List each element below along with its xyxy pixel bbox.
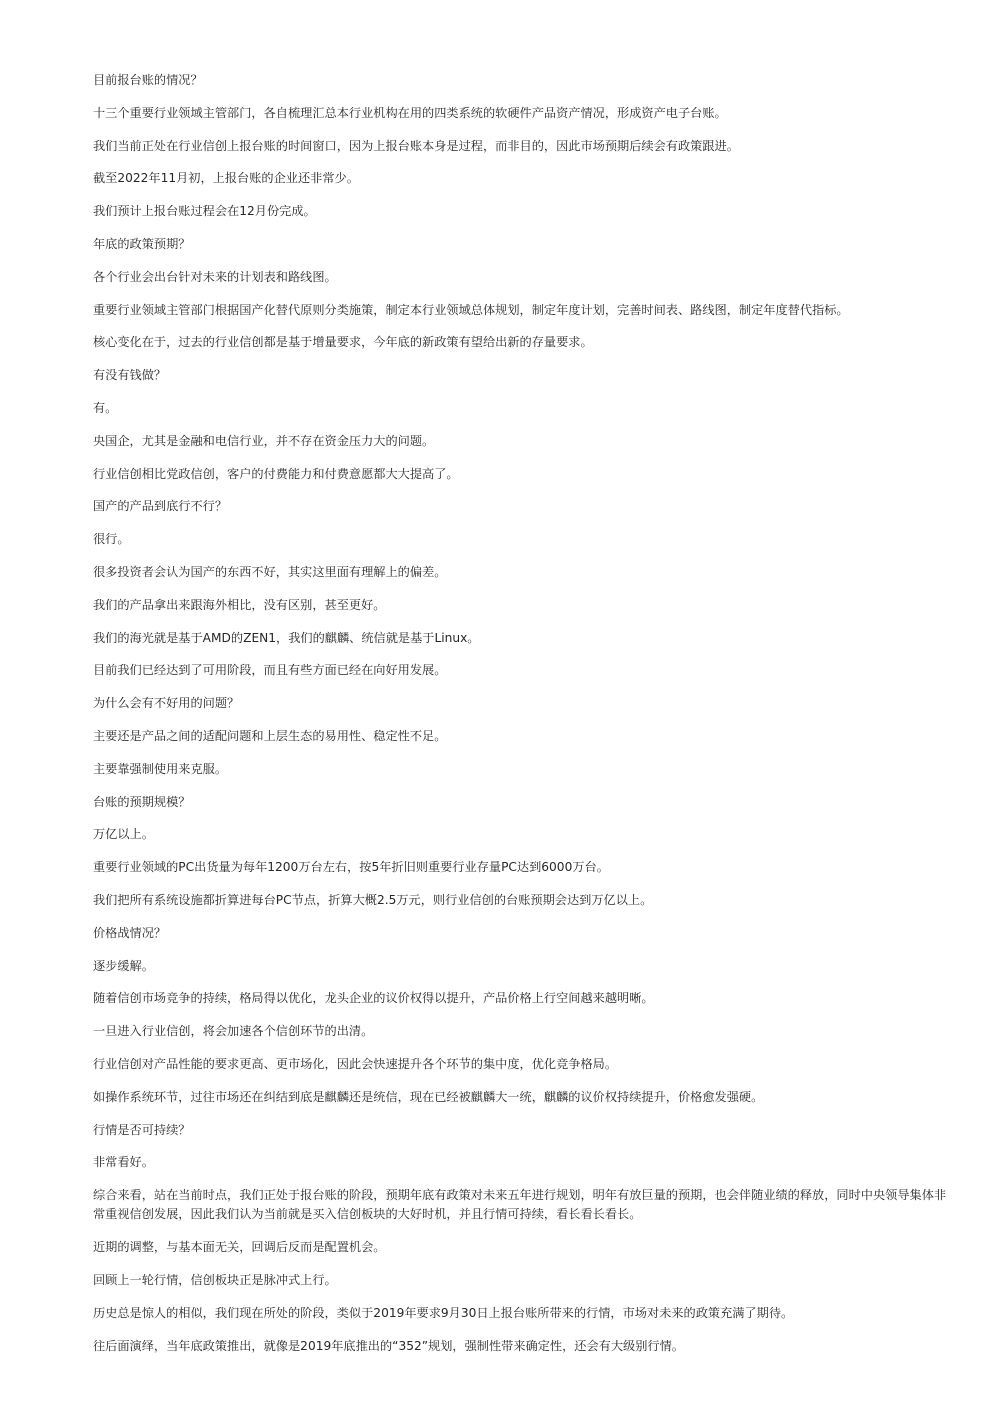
paragraph: 重要行业领域的PC出货量为每年1200万台左右，按5年折旧则重要行业存量PC达到6000万台。 <box>93 860 609 875</box>
paragraph: 行情是否可持续？ <box>93 1122 191 1137</box>
paragraph: 央国企，尤其是金融和电信行业，并不存在资金压力大的问题。 <box>93 433 435 448</box>
paragraph: 为什么会有不好用的问题？ <box>93 696 240 711</box>
paragraph: 我们的海光就是基于AMD的ZEN1，我们的麒麟、统信就是基于Linux。 <box>93 630 480 645</box>
paragraph: 我们把所有系统设施都折算进每台PC节点，折算大概2.5万元，则行业信创的台账预期会达到万亿以上。 <box>93 892 653 907</box>
paragraph: 核心变化在于，过去的行业信创都是基于增量要求，今年底的新政策有望给出新的存量要求。 <box>93 335 593 350</box>
paragraph: 万亿以上。 <box>93 827 154 842</box>
paragraph: 行业信创对产品性能的要求更高、更市场化，因此会快速提升各个环节的集中度，优化竞争格局。 <box>93 1056 618 1071</box>
paragraph: 目前我们已经达到了可用阶段，而且有些方面已经在向好用发展。 <box>93 663 447 678</box>
paragraph: 随着信创市场竞争的持续，格局得以优化，龙头企业的议价权得以提升，产品价格上行空间越来越明晰。 <box>93 991 654 1006</box>
paragraph: 行业信创相比党政信创，客户的付费能力和付费意愿都大大提高了。 <box>93 466 459 481</box>
paragraph: 回顾上一轮行情，信创板块正是脉冲式上行。 <box>93 1273 337 1288</box>
paragraph: 截至2022年11月初，上报台账的企业还非常少。 <box>93 171 359 186</box>
paragraph: 主要还是产品之间的适配问题和上层生态的易用性、稳定性不足。 <box>93 728 447 743</box>
paragraph: 我们预计上报台账过程会在12月份完成。 <box>93 204 316 219</box>
paragraph: 目前报台账的情况？ <box>93 73 203 87</box>
paragraph: 如操作系统环节，过往市场还在纠结到底是麒麟还是统信，现在已经被麒麟大一统，麒麟的议价权持续提升，价格愈发强硬。 <box>93 1089 764 1104</box>
paragraph: 十三个重要行业领域主管部门，各自梳理汇总本行业机构在用的四类系统的软硬件产品资产情况，形成资产电子台账。 <box>93 105 727 120</box>
paragraph: 近期的调整，与基本面无关，回调后反而是配置机会。 <box>93 1240 386 1255</box>
paragraph: 逐步缓解。 <box>93 958 154 973</box>
document-page <box>93 71 953 1356</box>
paragraph: 主要靠强制使用来克服。 <box>93 761 228 776</box>
paragraph: 我们的产品拿出来跟海外相比，没有区别，甚至更好。 <box>93 597 386 612</box>
paragraph: 国产的产品到底行不行？ <box>93 499 228 514</box>
paragraph: 往后面演绎，当年底政策推出，就像是2019年底推出的“352”规划，强制性带来确定性，还会有大级别行情。 <box>93 1338 684 1353</box>
paragraph: 很行。 <box>93 532 130 547</box>
paragraph: 有没有钱做？ <box>93 368 167 383</box>
paragraph: 年底的政策预期？ <box>93 236 191 251</box>
paragraph: 历史总是惊人的相似，我们现在所处的阶段，类似于2019年要求9月30日上报台账所带来的行情，市场对未来的政策充满了期待。 <box>93 1306 794 1321</box>
paragraph: 价格战情况？ <box>93 925 167 940</box>
paragraph: 非常看好。 <box>93 1155 154 1170</box>
paragraph: 重要行业领域主管部门根据国产化替代原则分类施策，制定本行业领域总体规划，制定年度计划，完善时间表、路线图，制定年度替代指标。 <box>93 302 849 317</box>
paragraph: 各个行业会出台针对未来的计划表和路线图。 <box>93 269 337 284</box>
paragraph: 有。 <box>93 400 118 415</box>
paragraph: 很多投资者会认为国产的东西不好，其实这里面有理解上的偏差。 <box>93 564 447 579</box>
paragraph: 我们当前正处在行业信创上报台账的时间窗口，因为上报台账本身是过程，而非目的，因此市场预期后续会有政策跟进。 <box>93 138 739 153</box>
paragraph: 一旦进入行业信创，将会加速各个信创环节的出清。 <box>93 1024 374 1039</box>
paragraph: 台账的预期规模？ <box>93 794 191 809</box>
paragraph: 综合来看，站在当前时点，我们正处于报台账的阶段，预期年底有政策对未来五年进行规划，明年有放巨量的预期，也会伴随业绩的释放，同时中央领导集体非常重视信创发展，因此我们认为当前就是买入信创板块的大好时机，并且行情可持续，看长看长看长。 <box>93 1188 947 1222</box>
